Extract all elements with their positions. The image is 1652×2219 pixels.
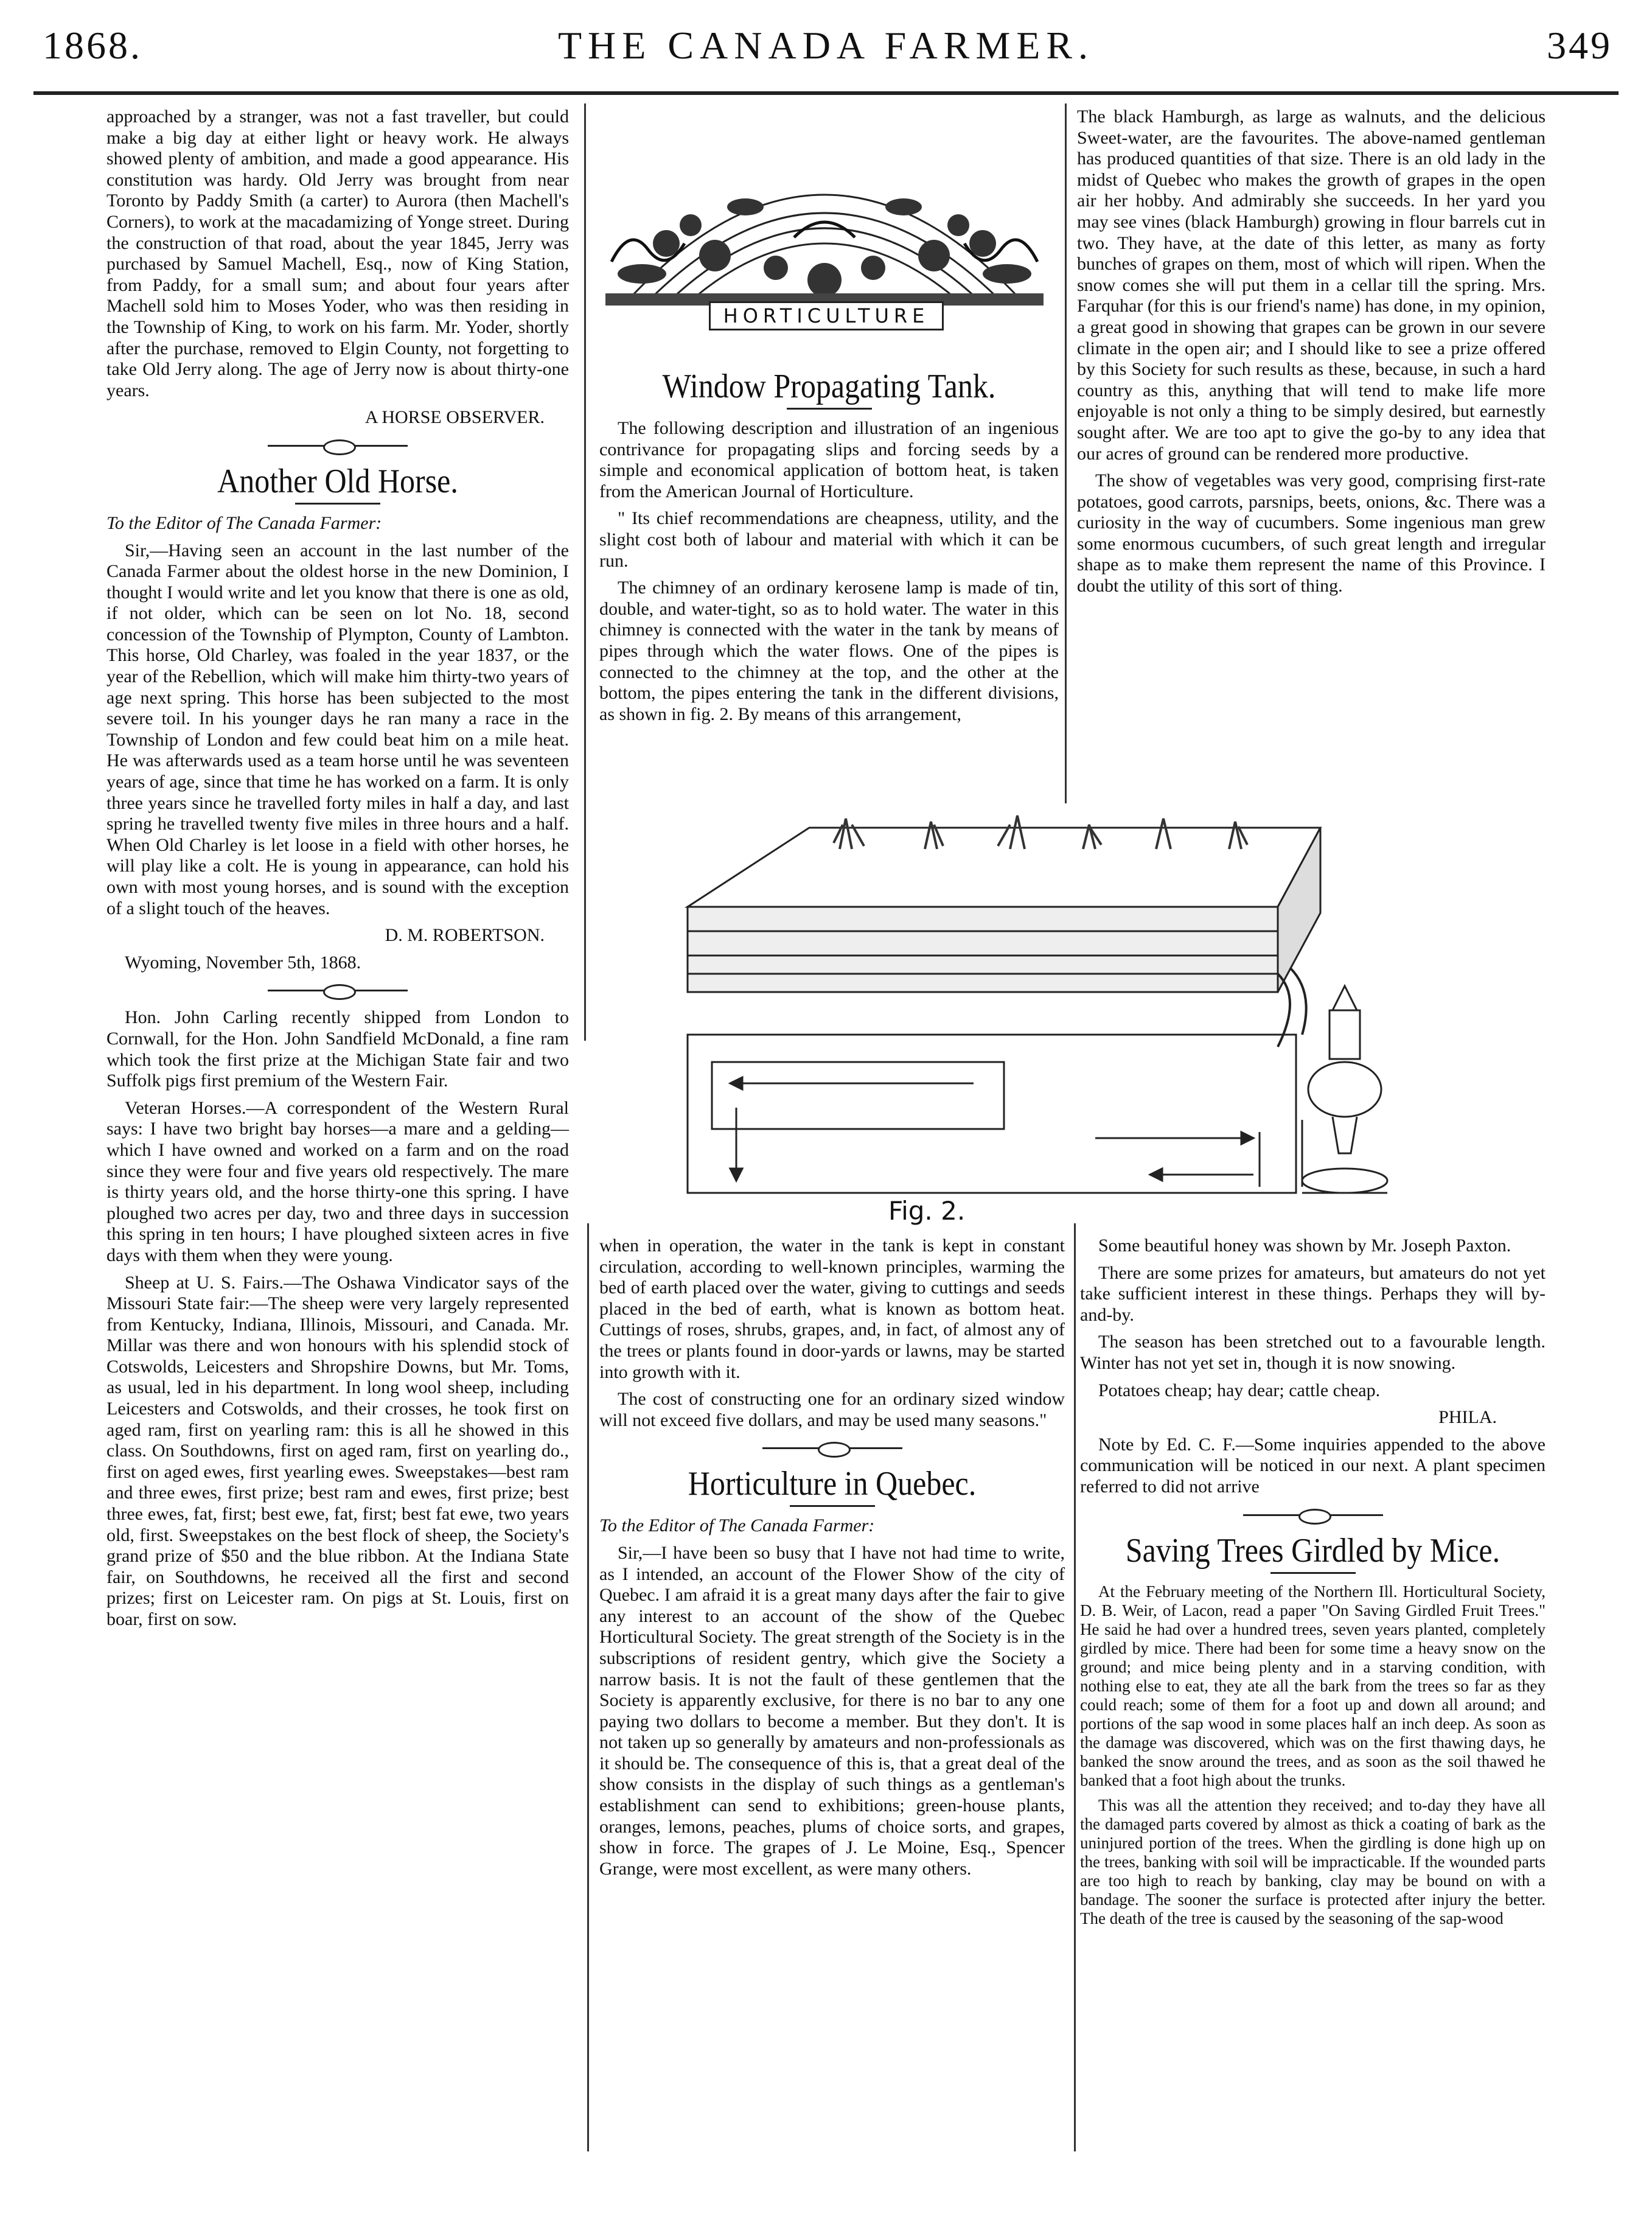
signature-phila: PHILA. bbox=[1438, 1407, 1497, 1428]
heading-horticulture-in-quebec: Horticulture in Quebec. bbox=[688, 1464, 977, 1503]
column-rule-3 bbox=[587, 1223, 589, 2151]
section-divider bbox=[1080, 1504, 1546, 1528]
paragraph-amateur-prizes: There are some prizes for amateurs, but amateurs do not yet take sufficient interest in these things. Perhaps they will by-and-by. bbox=[1080, 1262, 1546, 1325]
column-2-upper bbox=[599, 365, 1059, 731]
masthead bbox=[0, 0, 1652, 91]
column-2-lower bbox=[599, 1235, 1065, 1885]
paragraph-editor-note: Note by Ed. C. F.—Some inquiries appended to the above communication will be noticed in our next. A plant specimen referred to did not arrive bbox=[1080, 1434, 1546, 1497]
paragraph-season: The season has been stretched out to a favourable length. Winter has not yet set in, though it is now snowing. bbox=[1080, 1332, 1546, 1373]
figure-2 bbox=[669, 791, 1558, 1242]
heading-saving-trees-girdled-by-mice: Saving Trees Girdled by Mice. bbox=[1125, 1531, 1500, 1569]
section-divider bbox=[106, 979, 569, 1004]
dateline: Wyoming, November 5th, 1868. bbox=[125, 952, 361, 973]
paragraph-honey: Some beautiful honey was shown by Mr. Joseph Paxton. bbox=[1098, 1235, 1511, 1256]
paragraph-vegetables: The show of vegetables was very good, comprising first-rate potatoes, good carrots, parsnips, beets, onions, &c. There was a curiosity in the way of cucumbers. Some ingenious man grew some enormous cucumbers, of such great length and irregular shape as to make them represent the name of this Province. I doubt the utility of this sort of thing. bbox=[1077, 470, 1546, 596]
column-1 bbox=[106, 107, 569, 1637]
signature-horse-observer: A HORSE OBSERVER. bbox=[364, 407, 545, 428]
horticulture-banner bbox=[593, 116, 1056, 353]
paragraph-veteran-horses: Veteran Horses.—A correspondent of the Western Rural says: I have two bright bay horses—a mare and a gelding—which I have owned and worked on a farm and on the road since they were four and five years old respectively. The mare is thirty years old, and the horse thirty-one this spring. I have ploughed two acres per day, two and three days in succession this spring in ten hours; I have ploughed sixteen acres in five days with them when they were young. bbox=[106, 1097, 569, 1265]
paragraph-girdled-trees: At the February meeting of the Northern Ill. Horticultural Society, D. B. Weir, of Lacon, read a paper "On Saving Girdled Fruit Trees." He said he had over a hundred trees, seven years planted, completely girdled by mice. There had been for some time a heavy snow on the ground; and mice being plenty and in a starving condition, with nothing else to eat, they ate all the bark from the trees so far as they could reach; some of them for a foot up and down all around; and portions of the sap wood in some places half an inch deep. As soon as the damage was discovered, which was on the first thawing days, he banked the snow around the trees, and as soon as the soil thawed he banked that a foot high about the trunks. bbox=[1080, 1582, 1546, 1789]
heading-rule bbox=[1270, 1572, 1356, 1574]
heading-rule bbox=[787, 408, 872, 410]
masthead-year: 1868. bbox=[43, 24, 142, 67]
section-divider bbox=[599, 1437, 1065, 1461]
figure-caption: Fig. 2. bbox=[888, 1196, 966, 1226]
column-3-lower bbox=[1080, 1235, 1546, 1934]
column-rule-1 bbox=[584, 103, 586, 1041]
paragraph-carling-ram: Hon. John Carling recently shipped from London to Cornwall, for the Hon. John Sandfield McDonald, a fine ram which took the first prize at the Michigan State fair and two Suffolk pigs first premium of the Western Fair. bbox=[106, 1007, 569, 1091]
heading-another-old-horse: Another Old Horse. bbox=[217, 461, 458, 500]
paragraph-bark-recovery: This was all the attention they received; and to-day they have all the damaged parts covered by almost as thick a coating of bark as the uninjured portion of the trees. When the girdling is done high up on the trees, banking with soil will be impracticable. If the wounded parts are too high to reach by banking, clay may be bound on with a bandage. The sooner the surface is protected after injury the better. The death of the tree is caused by the seasoning of the sap-wood bbox=[1080, 1795, 1546, 1927]
paragraph-tank-recommendations: " Its chief recommendations are cheapness, utility, and the slight cost both of labour and material with which it can be run. bbox=[599, 508, 1059, 571]
paragraph-hamburgh-grapes: The black Hamburgh, as large as walnuts, and the delicious Sweet-water, are the favourites. The above-named gentleman has produced quantities of that size. There is an old lady in the midst of Quebec who makes the growth of grapes in the open air her hobby. And admirably she succeeds. In her yard you may see vines (black Hamburgh) growing in flour barrels cut in two. They have, at the date of this letter, as many as forty bunches of grapes on them, most of which will ripen. When the snow comes she will put them in a cellar till the spring. Mrs. Farquhar (for this is our friend's name) has done, in my opinion, a great good in showing that grapes can be grown in our severe climate in the open air; and I should like to see a prize offered by this Society for such results as these, because, in such a hard country as this, anything that will tend to make life more enjoyable is not only a thing to be simply desired, but earnestly sought after. We are too apt to give the go-by to any idea that our acres of ground can be rendered more productive. bbox=[1077, 107, 1546, 464]
paragraph-prices: Potatoes cheap; hay dear; cattle cheap. bbox=[1098, 1380, 1381, 1400]
paragraph-tank-intro: The following description and illustration of an ingenious contrivance for propagating slips and forcing seeds by a simple and economical application of bottom heat, is taken from the American Journal of Horticulture. bbox=[599, 418, 1059, 501]
paragraph-tank-operation: when in operation, the water in the tank is kept in constant circulation, according to well-known principles, warming the bed of earth placed over the water, giving to cuttings and seeds placed in the bed of earth, what is known as bottom heat. Cuttings of roses, shrubs, grapes, and, in fact, of almost any of the trees or plants found in door-yards or lawns, may be started into growth with it. bbox=[599, 1235, 1065, 1382]
heading-window-propagating-tank: Window Propagating Tank. bbox=[662, 366, 996, 405]
masthead-title: THE CANADA FARMER. bbox=[557, 24, 1095, 67]
heading-rule bbox=[295, 503, 380, 505]
paragraph-quebec-flower-show: Sir,—I have been so busy that I have not had time to write, as I intended, an account of the Flower Show of the city of Quebec. I am afraid it is a great many days after the fair to give any interest to an account of the show of the Quebec Horticultural Society. The great strength of the Society is in the subscriptions of resident gentry, which give the Society a narrow basis. It is not the fault of these gentlemen that the Society is apparently exclusive, for there is no bar to any one paying two dollars to become a member. But they don't. It is not taken up so generally by amateurs and non-professionals as it should be. The consequence of this is, that a great deal of the show consists in the display of such things as a gentleman's establishment can send to exhibitions; green-house plants, oranges, lemons, peaches, plums of choice sorts, and grapes, show in force. The grapes of J. Le Moine, Esq., Spencer Grange, were most excellent, as were many others. bbox=[599, 1542, 1065, 1879]
column-rule-4 bbox=[1074, 1223, 1076, 2151]
paragraph-old-charley: Sir,—Having seen an account in the last number of the Canada Farmer about the oldest horse in the new Dominion, I thought I would write and let you know that there is one as old, if not older, which can be seen on lot No. 18, second concession of the Township of Plympton, County of Lambton. This horse, Old Charley, was foaled in the year 1837, or the year of the Rebellion, which will make him thirty-two years of age next spring. This horse has been subjected to the most severe toil. In his younger days he ran many a race in the Township of London and few could beat him on a mile heat. He was afterwards used as a team horse until he was seventeen years of age, since that time he has worked on a farm. It is only three years since he travelled forty miles in half a day, and last spring he travelled twenty five miles in three hours and a half. When Old Charley is let loose in a field with other horses, he will play like a colt. He is young in appearance, can hold his own with most young horses, and is sound with the exception of a slight touch of the heaves. bbox=[106, 540, 569, 918]
paragraph-tank-cost: The cost of constructing one for an ordinary sized window will not exceed five dollars, and may be used many seasons." bbox=[599, 1389, 1065, 1430]
banner-label: HORTICULTURE bbox=[709, 301, 944, 330]
to-the-editor-line: To the Editor of The Canada Farmer: bbox=[599, 1515, 875, 1536]
column-3-upper bbox=[1077, 107, 1546, 603]
propagating-tank-illustration bbox=[669, 791, 1558, 1242]
paragraph-old-jerry: approached by a stranger, was not a fast traveller, but could make a big day at either light or heavy work. He always showed plenty of ambition, and made a good appearance. His constitution was hardy. Old Jerry was brought from near Toronto by Paddy Smith (a carter) to Aurora (then Machell's Corners), to work at the macadamizing of Yonge street. During the construction of that road, about the year 1845, Jerry was purchased by Samuel Machell, Esq., now of King Station, from Paddy, for a small sum; and about four years after Machell sold him to Moses Yoder, who was then residing in the Township of King, to work on his farm. Mr. Yoder, shortly after the purchase, removed to Elgin County, not forgetting to take Old Jerry along. The age of Jerry now is about thirty-one years. bbox=[106, 107, 569, 400]
masthead-rule bbox=[33, 91, 1619, 95]
heading-rule bbox=[790, 1505, 875, 1507]
paragraph-sheep-at-fairs: Sheep at U. S. Fairs.—The Oshawa Vindicator says of the Missouri State fair:—The sheep were very largely represented from Kentucky, Indiana, Illinois, Missouri, and Canada. Mr. Millar was there and won honours with his splendid stock of Cotswolds, Leicesters and Shropshire Downs, but Mr. Toms, as usual, led in his department. In long wool sheep, including Leicesters and Cotswolds, and their crosses, he took first on aged ram, first on yearling ram: this is all he showed in this class. On Southdowns, first on aged ram, first on yearling do., first on aged ewes, first yearling ewes. Sweepstakes—best ram and three ewes, first prize; best ram and ewes, first prize; best three ewes, fat, first; best ewe, fat, first; best fat ewe, two years old, first. Sweepstakes on the best flock of sheep, the Society's grand prize of $50 and the blue ribbon. At the Indiana State fair, on Southdowns, he received all the first and second prizes; first on Leicester ram. On pigs at St. Louis, first on boar, first on sow. bbox=[106, 1272, 569, 1629]
masthead-page-number: 349 bbox=[1547, 24, 1612, 67]
paragraph-tank-chimney: The chimney of an ordinary kerosene lamp is made of tin, double, and water-tight, so as to hold water. The water in this chimney is connected with the water in the tank by means of pipes through which the water flows. One of the pipes is connected to the chimney at the top, and the other at the bottom, the pipes entering the tank in the different divisions, as shown in fig. 2. By means of this arrangement, bbox=[599, 578, 1059, 724]
section-divider bbox=[106, 435, 569, 459]
signature-robertson: D. M. ROBERTSON. bbox=[385, 925, 545, 946]
column-rule-2 bbox=[1065, 103, 1067, 803]
to-the-editor-line: To the Editor of The Canada Farmer: bbox=[106, 512, 382, 533]
